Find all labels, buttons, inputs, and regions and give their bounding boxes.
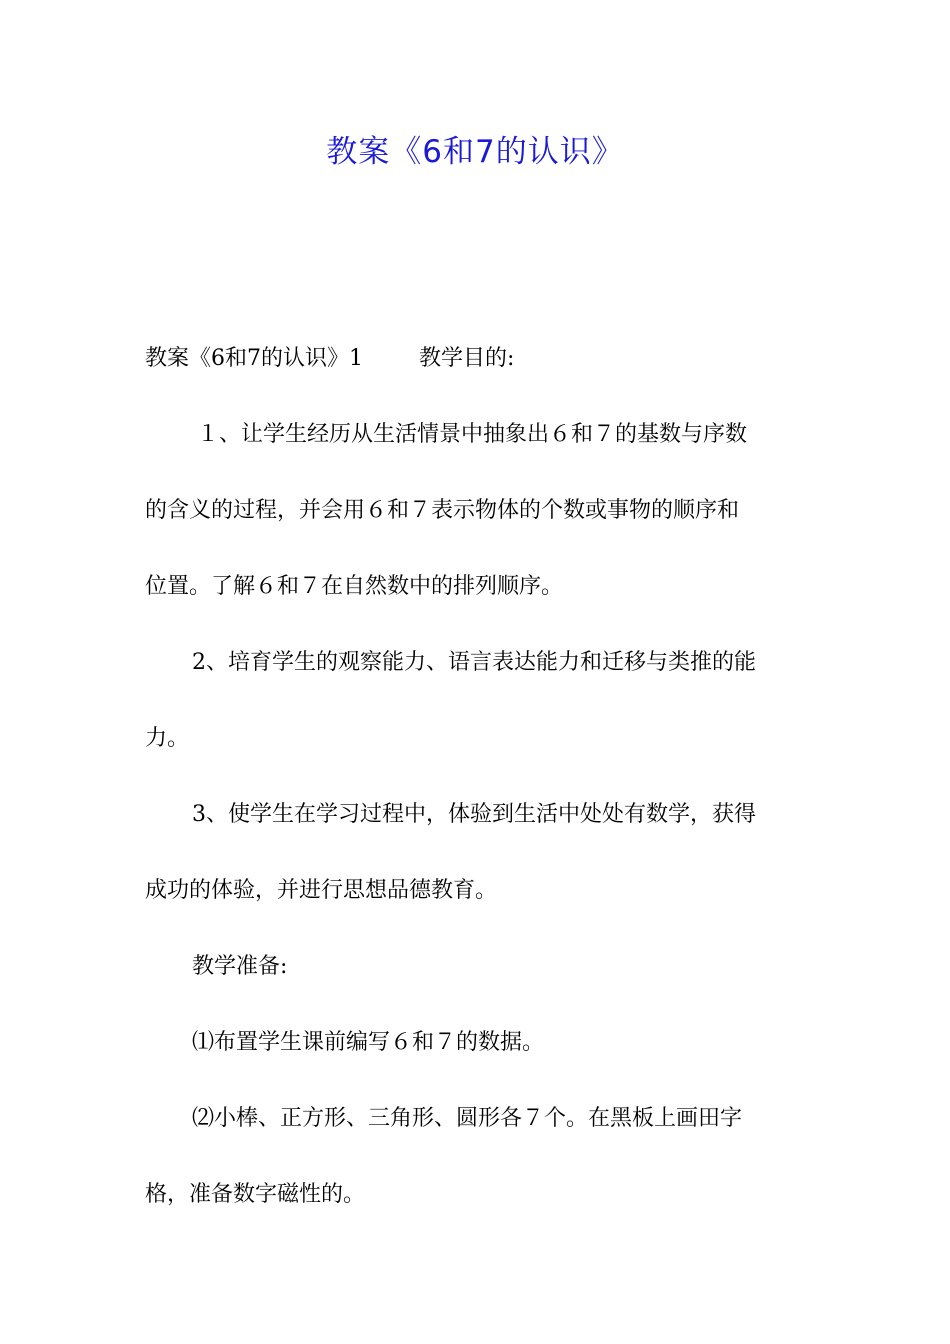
prep-item-1 (145, 1024, 810, 1062)
intro-heading: 教案《6和7的认识》1 (145, 346, 363, 371)
document-title: 教案《6和7的认识》 (326, 134, 624, 170)
section-heading-preparation: 教学准备: (192, 954, 288, 979)
prep-item-2 (145, 1100, 810, 1214)
paragraph-line: 3、使学生在学习过程中，体验到生活中处处有数学，获得 (192, 802, 756, 827)
goal-paragraph-2 (145, 644, 810, 758)
paragraph-line: 格，准备数字磁性的。 (145, 1182, 366, 1207)
paragraph-line: １、让学生经历从生活情景中抽象出６和７的基数与序数 (197, 422, 748, 447)
paragraph-line: 的含义的过程，并会用６和７表示物体的个数或事物的顺序和 (145, 498, 740, 523)
document-body (145, 340, 810, 1214)
paragraph-line: 力。 (145, 726, 190, 751)
intro-paragraph (145, 340, 810, 378)
section-heading-objectives: 教学目的: (419, 346, 515, 371)
paragraph-line: ⑴布置学生课前编写６和７的数据。 (192, 1030, 545, 1055)
goal-paragraph-1 (145, 416, 810, 606)
paragraph-line: 2、培育学生的观察能力、语言表达能力和迁移与类推的能 (192, 650, 756, 675)
intro-line (145, 340, 810, 378)
paragraph-line: 位置。了解６和７在自然数中的排列顺序。 (145, 574, 564, 599)
paragraph-line: 成功的体验，并进行思想品德教育。 (145, 878, 498, 903)
goal-paragraph-3 (145, 796, 810, 910)
prep-heading-paragraph (145, 948, 810, 986)
paragraph-line: ⑵小棒、正方形、三角形、圆形各７个。在黑板上画田字 (192, 1106, 743, 1131)
